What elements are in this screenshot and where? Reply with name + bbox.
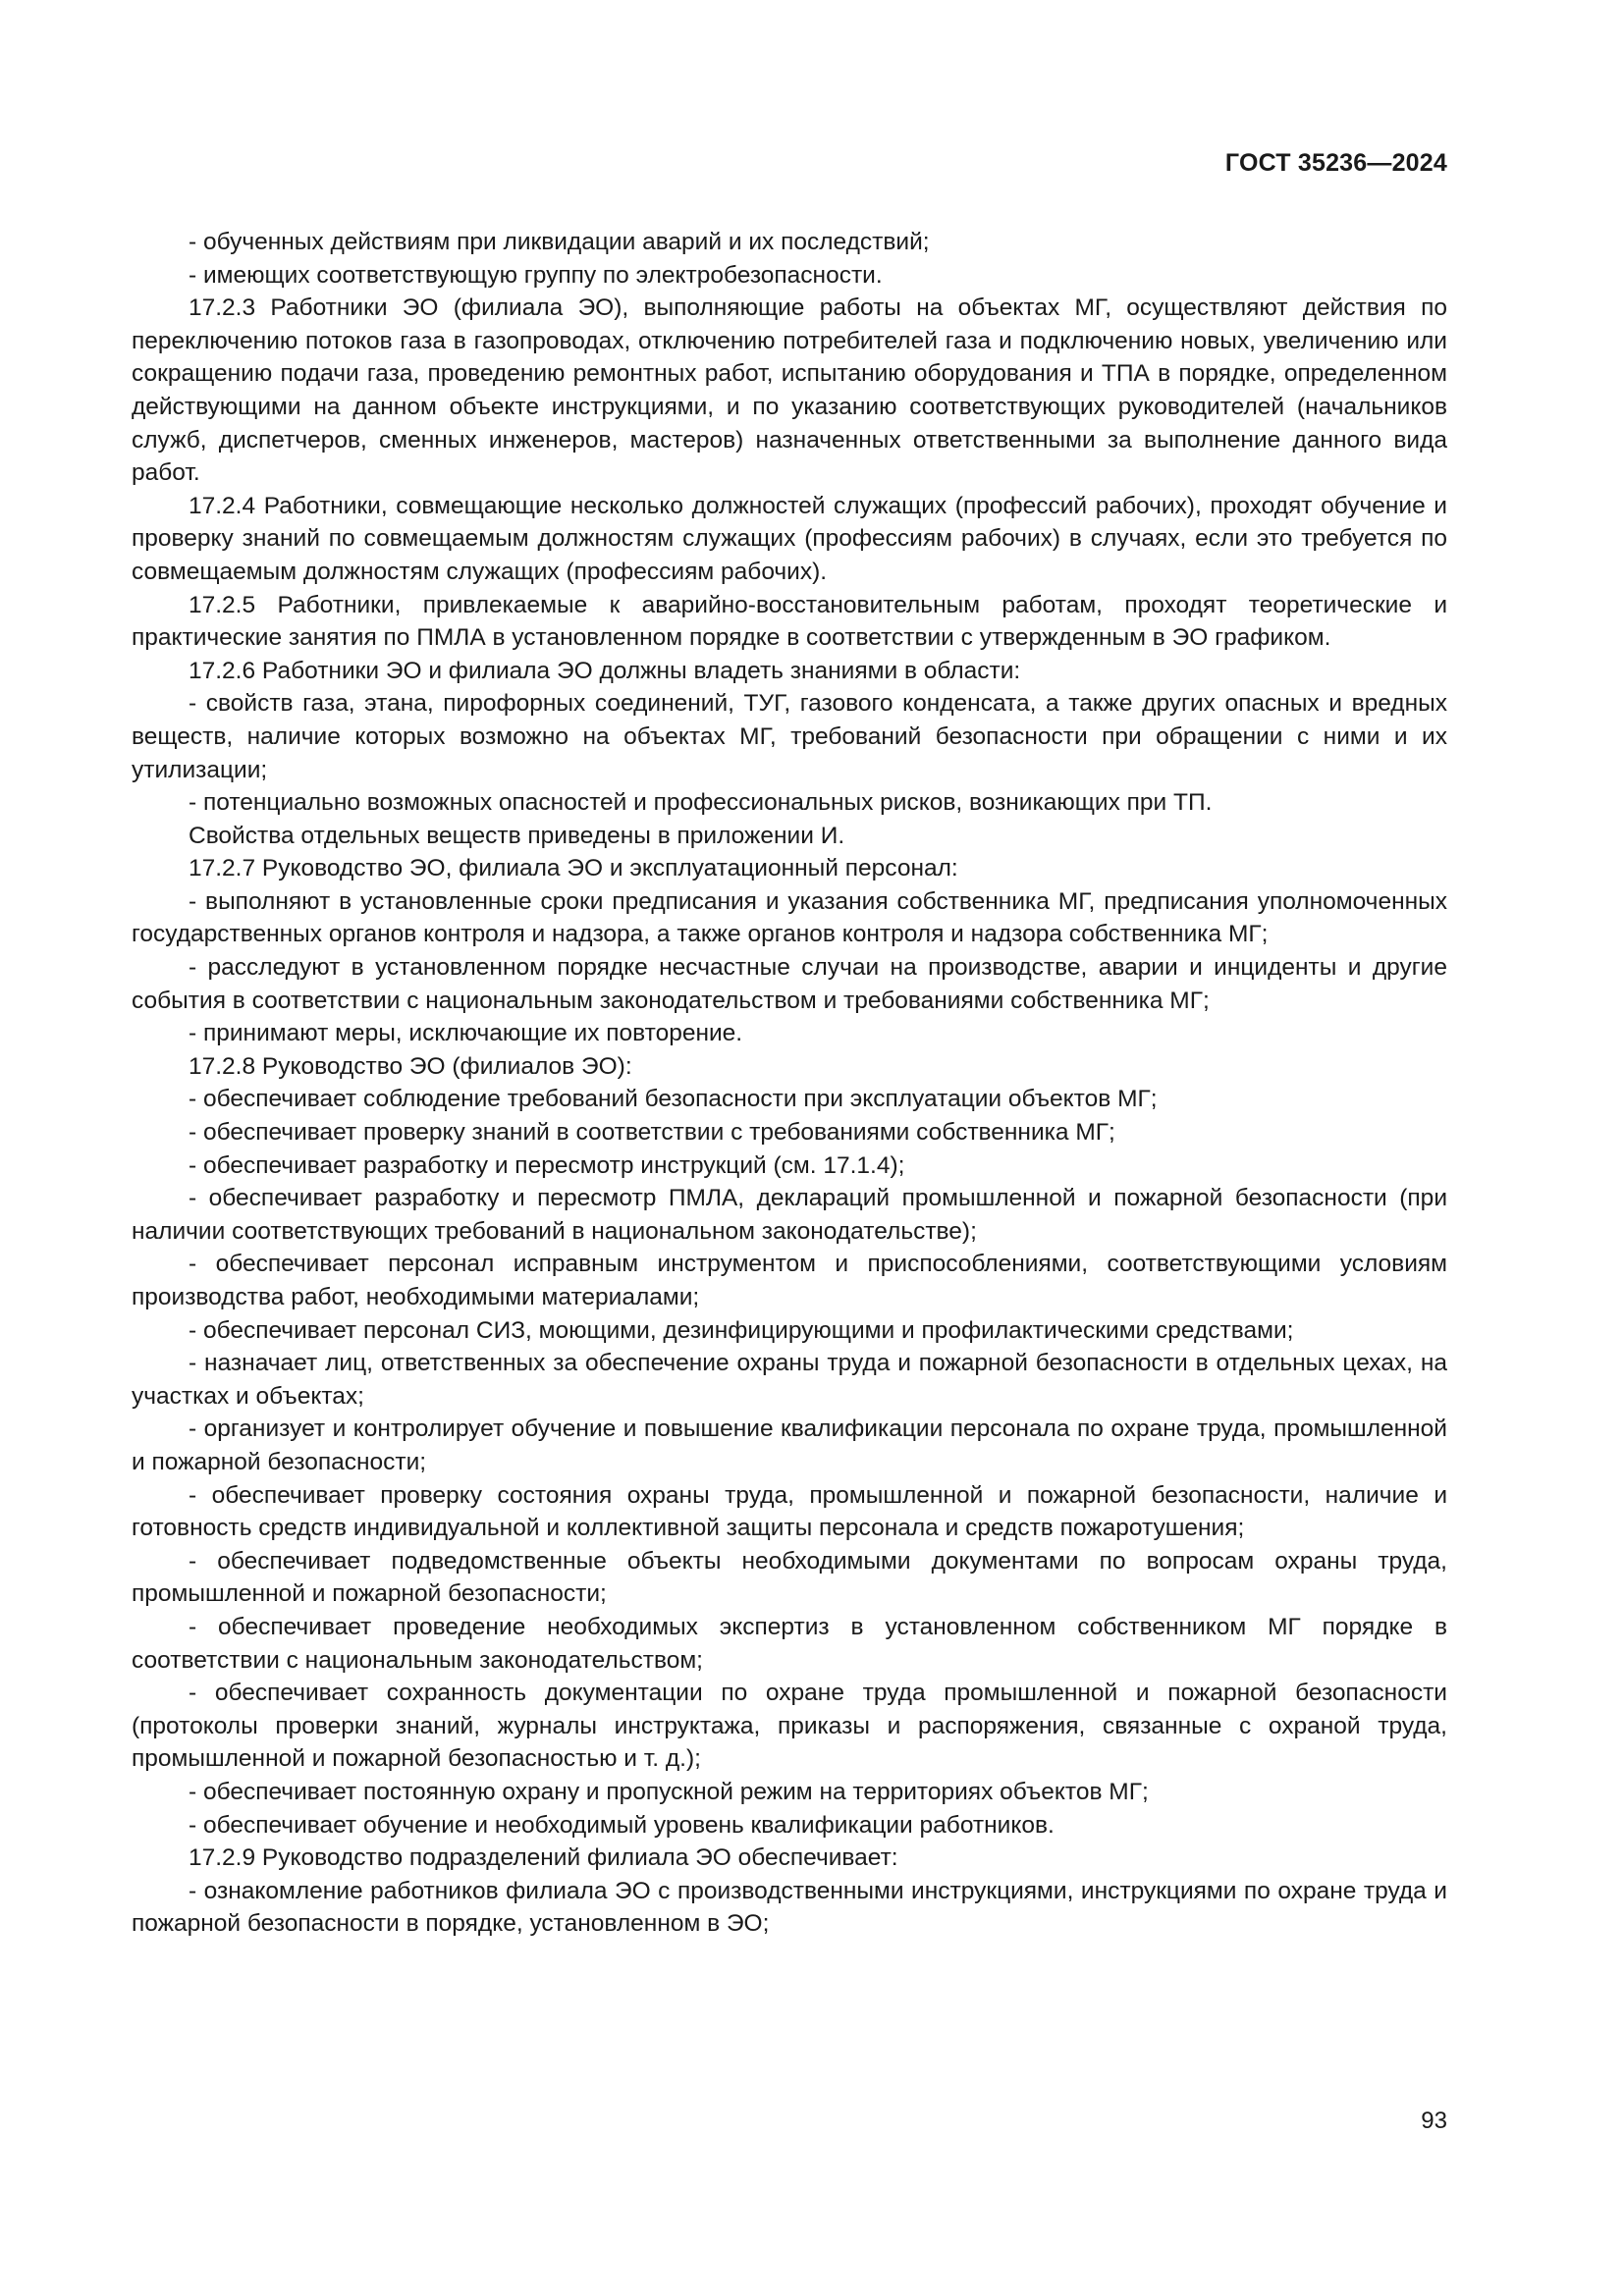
paragraph: - организует и контролирует обучение и повышение квалификации персонала по охране труда, промышленной и пожарной безопасности; bbox=[132, 1415, 1447, 1475]
paragraph: 17.2.8 Руководство ЭО (филиалов ЭО): bbox=[189, 1052, 632, 1080]
paragraph: - обеспечивает обучение и необходимый уровень квалификации работников. bbox=[189, 1811, 1055, 1839]
paragraph: - выполняют в установленные сроки предписания и указания собственника МГ, предписания уполномоченных государственных органов контроля и надзора, а также органов контроля и надзора собственника МГ; bbox=[132, 887, 1447, 948]
paragraph: - обеспечивает персонал исправным инструментом и приспособлениями, соответствующими условиям производства работ, необходимыми материалами; bbox=[132, 1251, 1447, 1310]
paragraph: - свойств газа, этана, пирофорных соединений, ТУГ, газового конденсата, а также других опасных и вредных веществ, наличие которых возможно на объектах МГ, требований безопасности при обращении с ними и их утилизации; bbox=[132, 690, 1447, 783]
paragraph: - обеспечивает проверку состояния охраны труда, промышленной и пожарной безопасности, наличие и готовность средств индивидуальной и коллективной защиты персонала и средств пожаротушения; bbox=[132, 1481, 1447, 1542]
paragraph: 17.2.5 Работники, привлекаемые к аварийно-восстановительным работам, проходят теоретические и практические занятия по ПМЛА в установленном порядке в соответствии с утвержденным в ЭО графиком. bbox=[132, 591, 1447, 652]
paragraph: - принимают меры, исключающие их повторение. bbox=[189, 1020, 743, 1047]
document-code-header: ГОСТ 35236—2024 bbox=[1224, 149, 1447, 177]
paragraph: - расследуют в установленном порядке несчастные случаи на производстве, аварии и инциденты и другие события в соответствии с национальным законодательством и требованиями собственника МГ; bbox=[132, 954, 1447, 1014]
paragraph: 17.2.9 Руководство подразделений филиала ЭО обеспечивает: bbox=[189, 1844, 898, 1872]
paragraph: - обеспечивает постоянную охрану и пропускной режим на территориях объектов МГ; bbox=[189, 1778, 1149, 1805]
paragraph: - обеспечивает подведомственные объекты необходимыми документами по вопросам охраны труда, промышленной и пожарной безопасности; bbox=[132, 1547, 1447, 1608]
paragraph: - обученных действиям при ликвидации аварий и их последствий; bbox=[189, 229, 930, 255]
paragraph: 17.2.3 Работники ЭО (филиала ЭО), выполняющие работы на объектах МГ, осуществляют действия по переключению потоков газа в газопроводах, отключению потребителей газа и подключению новых, увеличению или сокращению подачи газа, проведению ремонтных работ, испытанию оборудования и ТПА в порядке, определенном действующими на данном объекте инструкциями, и по указанию соответствующих руководителей (начальников служб, диспетчеров, сменных инженеров, мастеров) назначенных ответственными за выполнение данного вида работ. bbox=[132, 294, 1447, 487]
paragraph: - обеспечивает проведение необходимых экспертиз в установленном собственником МГ порядке в соответствии с национальным законодательством; bbox=[132, 1613, 1447, 1674]
paragraph: - имеющих соответствующую группу по электробезопасности. bbox=[189, 261, 883, 289]
paragraph: - ознакомление работников филиала ЭО с производственными инструкциями, инструкциями по охране труда и пожарной безопасности в порядке, установленном в ЭО; bbox=[132, 1877, 1447, 1938]
paragraph: 17.2.7 Руководство ЭО, филиала ЭО и эксплуатационный персонал: bbox=[189, 855, 958, 882]
paragraph: - обеспечивает разработку и пересмотр ПМЛА, деклараций промышленной и пожарной безопасности (при наличии соответствующих требований в национальном законодательстве); bbox=[132, 1185, 1447, 1245]
paragraph: 17.2.4 Работники, совмещающие несколько должностей служащих (профессий рабочих), проходят обучение и проверку знаний по совмещаемым должностям служащих (профессиям рабочих) в случаях, если это требуется по совмещаемым должностям служащих (профессиям рабочих). bbox=[132, 492, 1447, 585]
paragraph: - обеспечивает проверку знаний в соответствии с требованиями собственника МГ; bbox=[189, 1119, 1115, 1147]
paragraph: - обеспечивает сохранность документации по охране труда промышленной и пожарной безопасности (протоколы проверки знаний, журналы инструктажа, приказы и распоряжения, связанные с охраной труда, промышленной и пожарной безопасностью и т. д.); bbox=[132, 1680, 1447, 1773]
paragraph: - обеспечивает персонал СИЗ, моющими, дезинфицирующими и профилактическими средствами; bbox=[189, 1316, 1294, 1344]
paragraph: - обеспечивает разработку и пересмотр инструкций (см. 17.1.4); bbox=[189, 1151, 905, 1179]
paragraph: 17.2.6 Работники ЭО и филиала ЭО должны владеть знаниями в области: bbox=[189, 657, 1021, 684]
paragraph: - назначает лиц, ответственных за обеспечение охраны труда и пожарной безопасности в отдельных цехах, на участках и объектах; bbox=[132, 1350, 1447, 1410]
paragraph: Свойства отдельных веществ приведены в приложении И. bbox=[189, 822, 845, 849]
paragraph: - обеспечивает соблюдение требований безопасности при эксплуатации объектов МГ; bbox=[189, 1086, 1158, 1113]
body-text bbox=[132, 226, 1447, 1941]
page-number: 93 bbox=[1421, 2108, 1447, 2134]
paragraph: - потенциально возможных опасностей и профессиональных рисков, возникающих при ТП. bbox=[189, 789, 1213, 817]
